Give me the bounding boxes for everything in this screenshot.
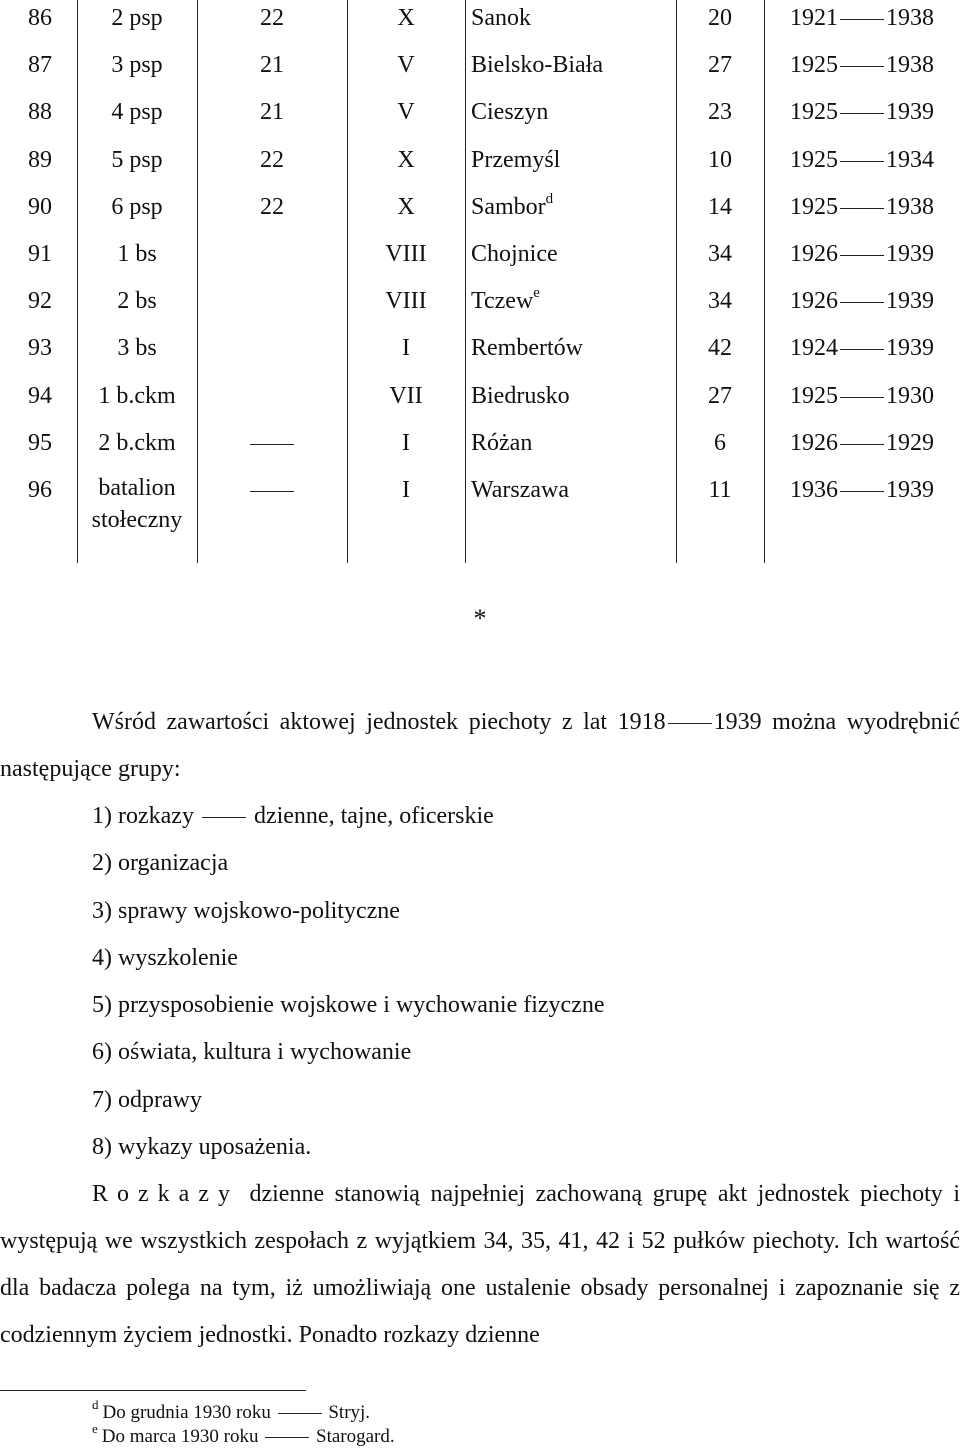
division-number: 22 <box>260 5 284 31</box>
row-number: 87 <box>28 52 52 79</box>
date-range <box>764 189 960 225</box>
unit-name: 3 bs <box>117 335 157 362</box>
dash <box>840 444 884 445</box>
year-to: 1934 <box>886 146 934 173</box>
corps-district: I <box>402 335 410 362</box>
garrison-place <box>471 142 676 178</box>
list-item <box>92 888 605 935</box>
list-item-text: 3) sprawy wojskowo-polityczne <box>92 897 400 924</box>
unit-name: 2 b.ckm <box>98 429 176 456</box>
row-number: 96 <box>28 477 52 503</box>
section-separator: * <box>473 604 487 633</box>
volume-count: 27 <box>708 382 732 409</box>
garrison-place <box>471 330 676 366</box>
dash <box>250 444 294 445</box>
dash <box>840 397 884 398</box>
footnote <box>92 1396 371 1425</box>
dash <box>840 349 884 350</box>
unit-name: 2 psp <box>111 5 163 31</box>
dash <box>840 208 884 209</box>
footnote-text-end: Starogard. <box>311 1426 395 1447</box>
garrison-place <box>471 47 676 83</box>
place-name: Różan <box>471 429 533 456</box>
emphasized-word: Rozkazy <box>92 1181 239 1207</box>
garrison-place <box>471 236 676 272</box>
garrison-place <box>471 94 676 130</box>
year-to: 1939 <box>886 335 934 362</box>
intro-text-end: można wyodrębnić następujące grupy: <box>0 709 960 782</box>
year-to: 1938 <box>886 5 934 31</box>
year-from: 1925 <box>790 382 838 409</box>
garrison-place <box>471 0 676 36</box>
unit-name: 4 psp <box>111 99 163 126</box>
place-name: Sanok <box>471 5 531 31</box>
row-number: 88 <box>28 99 52 126</box>
date-range <box>764 283 960 319</box>
division-number: 22 <box>260 146 284 173</box>
corps-district: VIII <box>385 288 427 315</box>
corps-district: VIII <box>385 241 427 267</box>
list-item <box>92 1124 605 1171</box>
corps-district: X <box>397 146 415 173</box>
date-range <box>764 94 960 130</box>
dash <box>668 723 712 724</box>
units-table <box>0 0 960 563</box>
garrison-place <box>471 189 676 225</box>
division-empty <box>197 472 347 508</box>
footnote-text-end: Stryj. <box>323 1402 371 1423</box>
unit-name: 2 bs <box>117 288 157 315</box>
year-to: 1930 <box>886 382 934 409</box>
date-range <box>764 330 960 366</box>
year-to: 1938 <box>886 52 934 79</box>
unit-name: batalion stołeczny <box>91 475 183 533</box>
table-row <box>0 425 960 472</box>
place-name: Przemyśl <box>471 146 561 173</box>
table-row <box>0 236 960 283</box>
volume-count: 27 <box>708 52 732 79</box>
list-item-text-end: dzienne, tajne, oficerskie <box>247 803 494 829</box>
list-item-text: 1) rozkazy <box>92 803 200 829</box>
groups-list <box>92 793 605 1171</box>
place-name: Rembertów <box>471 335 583 362</box>
division-number: 21 <box>260 52 284 79</box>
unit-name: 3 psp <box>111 52 163 79</box>
year-from: 1926 <box>790 241 838 267</box>
unit-name: 5 psp <box>111 146 163 173</box>
footnote-mark: e <box>92 1420 98 1436</box>
date-range <box>764 142 960 178</box>
year-to: 1929 <box>886 429 934 456</box>
footnote-marker: e <box>533 285 540 302</box>
division-number: 21 <box>260 99 284 126</box>
place-name: Chojnice <box>471 241 558 267</box>
row-number: 94 <box>28 382 52 409</box>
dash <box>840 161 884 162</box>
list-item <box>92 935 605 982</box>
year-from: 1925 <box>790 193 838 220</box>
dash <box>840 113 884 114</box>
table-row <box>0 189 960 236</box>
footnote-text: Do grudnia 1930 roku <box>102 1402 276 1423</box>
garrison-place <box>471 425 676 461</box>
year-from: 1921 <box>790 5 838 31</box>
year-to: 1939 <box>886 99 934 126</box>
year-to: 1939 <box>886 288 934 315</box>
corps-district: V <box>397 99 415 126</box>
year-from: 1925 <box>790 146 838 173</box>
place-name: Tczew <box>471 288 534 315</box>
footnote-text: Do marca 1930 roku <box>101 1426 264 1447</box>
corps-district: X <box>397 193 415 220</box>
place-name: Biedrusko <box>471 382 570 409</box>
year-to: 1938 <box>886 193 934 220</box>
date-range <box>764 472 960 508</box>
corps-district: V <box>397 52 415 79</box>
unit-name: 1 bs <box>117 241 157 267</box>
place-name: Cieszyn <box>471 99 549 126</box>
row-number: 93 <box>28 335 52 362</box>
date-range <box>764 47 960 83</box>
row-number: 92 <box>28 288 52 315</box>
list-item-text: 5) przysposobienie wojskowe i wychowanie fizyczne <box>92 992 605 1019</box>
division-number: 22 <box>260 193 284 220</box>
table-row <box>0 142 960 189</box>
corps-district: I <box>402 477 410 503</box>
year-from: 1925 <box>790 99 838 126</box>
volume-count: 10 <box>708 146 732 173</box>
dash <box>265 1437 309 1438</box>
dash <box>840 66 884 67</box>
intro-year-to: 1939 <box>713 709 762 735</box>
year-to: 1939 <box>886 477 934 503</box>
date-range <box>764 425 960 461</box>
footnote-mark: d <box>92 1396 99 1412</box>
volume-count: 6 <box>714 429 726 456</box>
volume-count: 34 <box>708 288 732 315</box>
list-item <box>92 1029 605 1076</box>
volume-count: 20 <box>708 5 732 31</box>
table-row <box>0 94 960 141</box>
year-from: 1926 <box>790 288 838 315</box>
volume-count: 23 <box>708 99 732 126</box>
list-item <box>92 840 605 887</box>
dash <box>250 491 294 492</box>
volume-count: 42 <box>708 335 732 362</box>
dash <box>840 255 884 256</box>
row-number: 86 <box>28 5 52 31</box>
row-number: 89 <box>28 146 52 173</box>
table-row <box>0 330 960 377</box>
place-name: Bielsko-Biała <box>471 52 603 79</box>
table-row <box>0 472 960 533</box>
division-empty <box>197 425 347 461</box>
corps-district: VII <box>389 382 423 409</box>
footnote-rule <box>0 1390 306 1391</box>
place-name: Warszawa <box>471 477 570 503</box>
body-paragraph <box>0 1171 960 1359</box>
unit-name: 6 psp <box>111 193 163 220</box>
year-from: 1925 <box>790 52 838 79</box>
list-item <box>92 1077 605 1124</box>
garrison-place <box>471 378 676 414</box>
year-from: 1936 <box>790 477 838 503</box>
place-name: Sambor <box>471 193 546 220</box>
list-item-text: 6) oświata, kultura i wychowanie <box>92 1039 412 1066</box>
corps-district: X <box>397 5 415 31</box>
footnote-marker: d <box>545 190 554 207</box>
intro-year-from: 1918 <box>617 709 666 735</box>
dash <box>278 1413 322 1414</box>
dash <box>840 302 884 303</box>
list-item <box>92 982 605 1029</box>
dash <box>202 817 246 818</box>
list-item-text: 8) wykazy uposażenia. <box>92 1134 312 1161</box>
unit-name: 1 b.ckm <box>98 382 176 409</box>
footnote <box>92 1420 395 1449</box>
table-row <box>0 0 960 47</box>
intro-text: Wśród zawartości aktowej jednostek piechoty z lat <box>92 709 618 735</box>
list-item-text: 4) wyszkolenie <box>92 944 238 971</box>
list-item-text: 7) odprawy <box>92 1086 202 1113</box>
garrison-place <box>471 472 676 508</box>
dash <box>840 19 884 20</box>
body-text: dzienne stanowią najpełniej zachowaną grupę akt jednostek piechoty i występują we wszystkich zespołach z wyjątkiem 34, 35, 41, 42 i 52 pułków piechoty. Ich wartość dla badacza polega na tym, iż umożliwiają one ustalenie obsady personalnej i zapoznanie się z codziennym życiem jednostki. Ponadto rozkazy dzienne <box>0 1181 960 1348</box>
volume-count: 34 <box>708 241 732 267</box>
year-to: 1939 <box>886 241 934 267</box>
table-row <box>0 283 960 330</box>
corps-district: I <box>402 429 410 456</box>
table-row <box>0 47 960 94</box>
row-number: 91 <box>28 241 52 267</box>
volume-count: 11 <box>708 477 732 503</box>
date-range <box>764 0 960 36</box>
date-range <box>764 378 960 414</box>
year-from: 1924 <box>790 335 838 362</box>
garrison-place <box>471 283 676 319</box>
list-item-text: 2) organizacja <box>92 850 229 877</box>
volume-count: 14 <box>708 193 732 220</box>
dash <box>840 491 884 492</box>
row-number: 95 <box>28 429 52 456</box>
date-range <box>764 236 960 272</box>
row-number: 90 <box>28 193 52 220</box>
table-row <box>0 378 960 425</box>
intro-paragraph <box>0 699 960 793</box>
year-from: 1926 <box>790 429 838 456</box>
list-item <box>92 793 605 840</box>
